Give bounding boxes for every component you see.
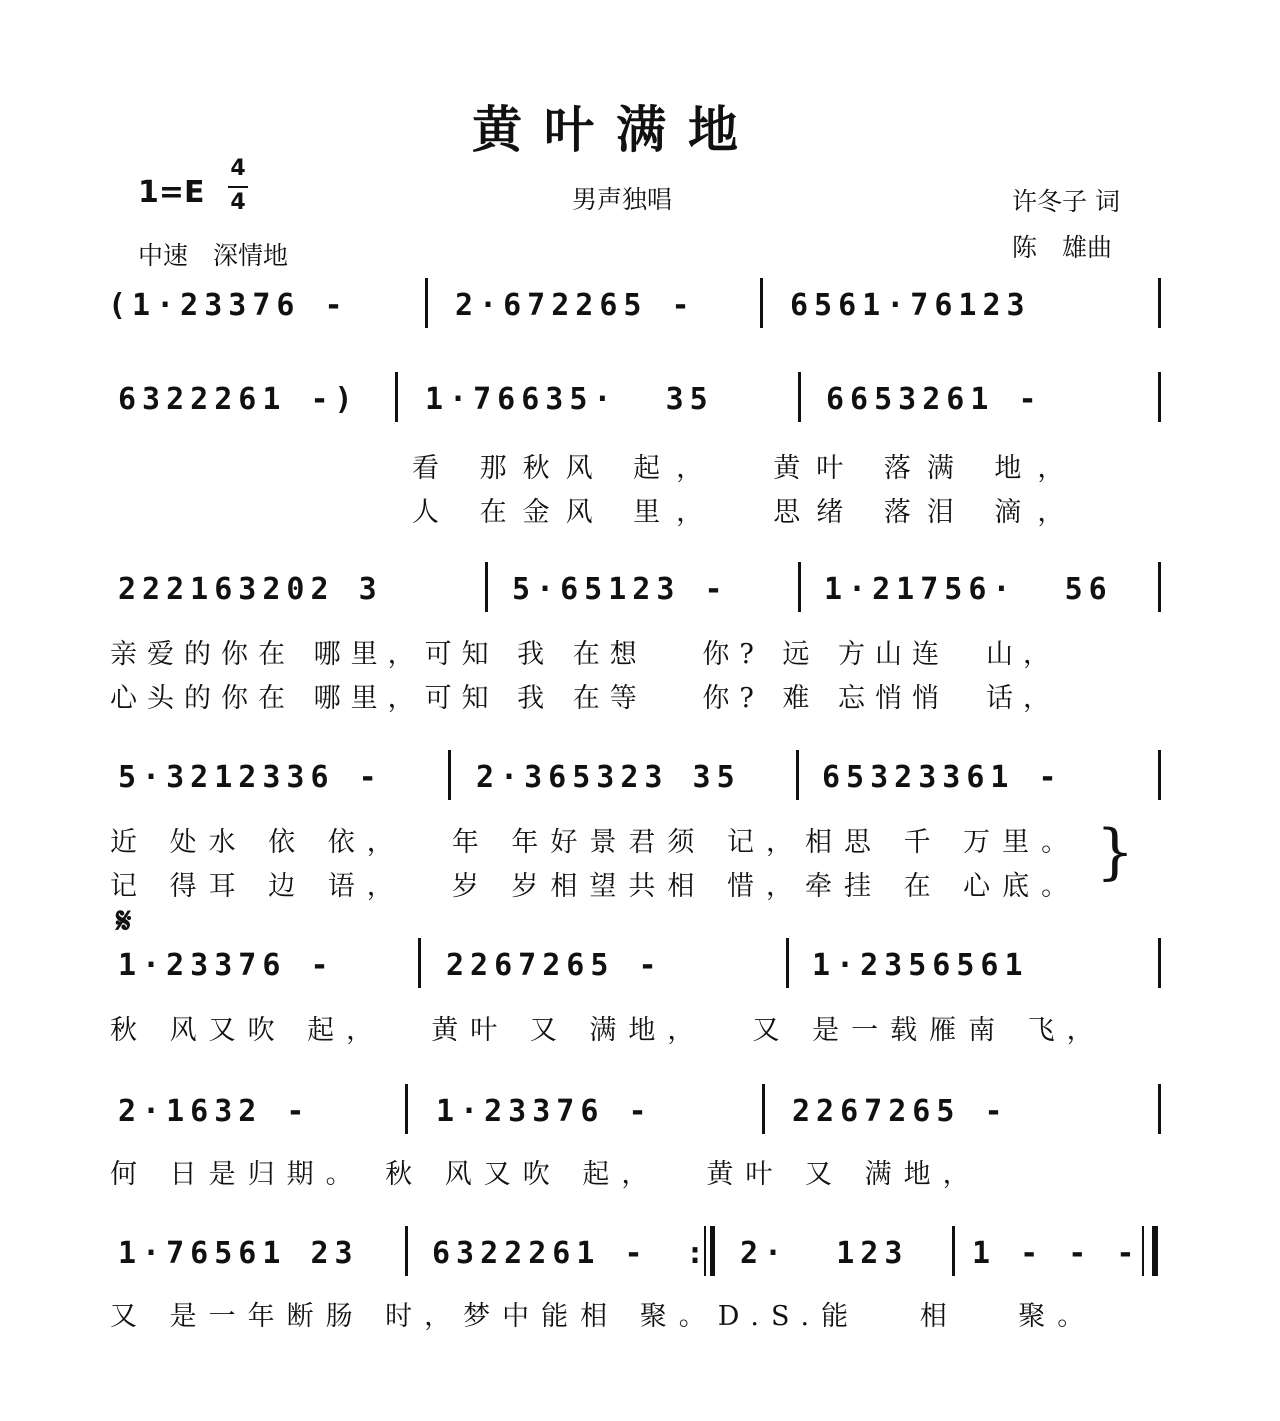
- barline: [952, 1226, 955, 1276]
- lyric-line: 亲爱的你在 哪里，可知 我 在想 你? 远 方山连 山，: [110, 639, 1060, 670]
- lyric-line: 记 得耳 边 语， 岁 岁相望共相 惜，牵挂 在 心底。: [110, 871, 1081, 902]
- measure-3-1: 222163202 3: [118, 572, 383, 607]
- measure-3-2: 5·65123 -: [512, 572, 729, 607]
- barline: [1158, 938, 1161, 988]
- measure-1-3: 6561·76123: [790, 288, 1031, 323]
- barline: [1158, 1084, 1161, 1134]
- measure-4-2: 2·365323 35: [476, 760, 741, 795]
- time-signature-denominator: 4: [230, 190, 246, 215]
- barline: [395, 372, 398, 422]
- barline: [710, 1226, 715, 1276]
- measure-1-1: (1·23376 -: [108, 288, 349, 323]
- verse-brace: }: [1096, 817, 1135, 887]
- measure-2-2: 1·76635· 35: [425, 382, 714, 417]
- key-signature: 1=E: [138, 175, 205, 210]
- measure-7-2: 6322261 -: [432, 1236, 649, 1271]
- measure-1-2: 2·672265 -: [455, 288, 696, 323]
- measure-7-4: 1 - - -: [972, 1236, 1141, 1271]
- measure-7-1: 1·76561 23: [118, 1236, 359, 1271]
- lyric-line: 近 处水 依 依， 年 年好景君须 记，相思 千 万里。: [110, 827, 1081, 858]
- measure-5-3: 1·2356561: [812, 948, 1029, 983]
- barline: [798, 562, 801, 612]
- lyric-line: 秋 风又吹 起， 黄叶 又 满地， 又 是一载雁南 飞，: [110, 1015, 1106, 1046]
- segno-sign: 𝄋: [116, 900, 132, 942]
- measure-5-2: 2267265 -: [446, 948, 663, 983]
- barline: [425, 278, 428, 328]
- barline: [1158, 372, 1161, 422]
- barline: [798, 372, 801, 422]
- barline: [704, 1226, 706, 1276]
- barline: [485, 562, 488, 612]
- barline: [448, 750, 451, 800]
- lyric-line: 心头的你在 哪里，可知 我 在等 你? 难 忘悄悄 话，: [110, 683, 1060, 714]
- tempo-marking: 中速 深情地: [138, 241, 289, 270]
- measure-2-3: 6653261 -: [826, 382, 1043, 417]
- measure-3-3: 1·21756· 56: [824, 572, 1113, 607]
- lyric-line: 又 是一年断肠 时，梦中能相 聚。D.S.能 相 聚。: [110, 1301, 1097, 1332]
- measure-5-1: 1·23376 -: [118, 948, 335, 983]
- barline: [796, 750, 799, 800]
- final-barline: [1152, 1226, 1158, 1276]
- lyric-line: 何 日是归期。 秋 风又吹 起， 黄叶 又 满地，: [110, 1159, 982, 1190]
- song-title: 黄叶满地: [472, 100, 760, 159]
- lyric-line: 人 在金风 里， 思绪 落泪 滴，: [412, 497, 1081, 528]
- barline: [1158, 278, 1161, 328]
- performance-type: 男声独唱: [572, 185, 673, 214]
- measure-2-1: 6322261 -): [118, 382, 359, 417]
- measure-4-1: 5·3212336 -: [118, 760, 383, 795]
- barline: [786, 938, 789, 988]
- lyric-line: 看 那秋风 起， 黄叶 落满 地，: [412, 453, 1081, 484]
- measure-6-1: 2·1632 -: [118, 1094, 311, 1129]
- measure-6-3: 2267265 -: [792, 1094, 1009, 1129]
- composer-credit: 陈 雄曲: [1012, 233, 1113, 262]
- barline: [405, 1226, 408, 1276]
- measure-4-3: 65323361 -: [822, 760, 1063, 795]
- barline: [760, 278, 763, 328]
- lyricist-credit: 许冬子 词: [1012, 187, 1120, 216]
- repeat-end-sign: :: [686, 1236, 705, 1271]
- barline: [418, 938, 421, 988]
- time-signature-numerator: 4: [230, 156, 246, 181]
- barline: [1158, 562, 1161, 612]
- barline: [405, 1084, 408, 1134]
- barline: [762, 1084, 765, 1134]
- barline: [1158, 750, 1161, 800]
- measure-7-3: 2· 123: [740, 1236, 909, 1271]
- final-barline: [1142, 1226, 1144, 1276]
- time-signature-line: [228, 186, 248, 188]
- measure-6-2: 1·23376 -: [436, 1094, 653, 1129]
